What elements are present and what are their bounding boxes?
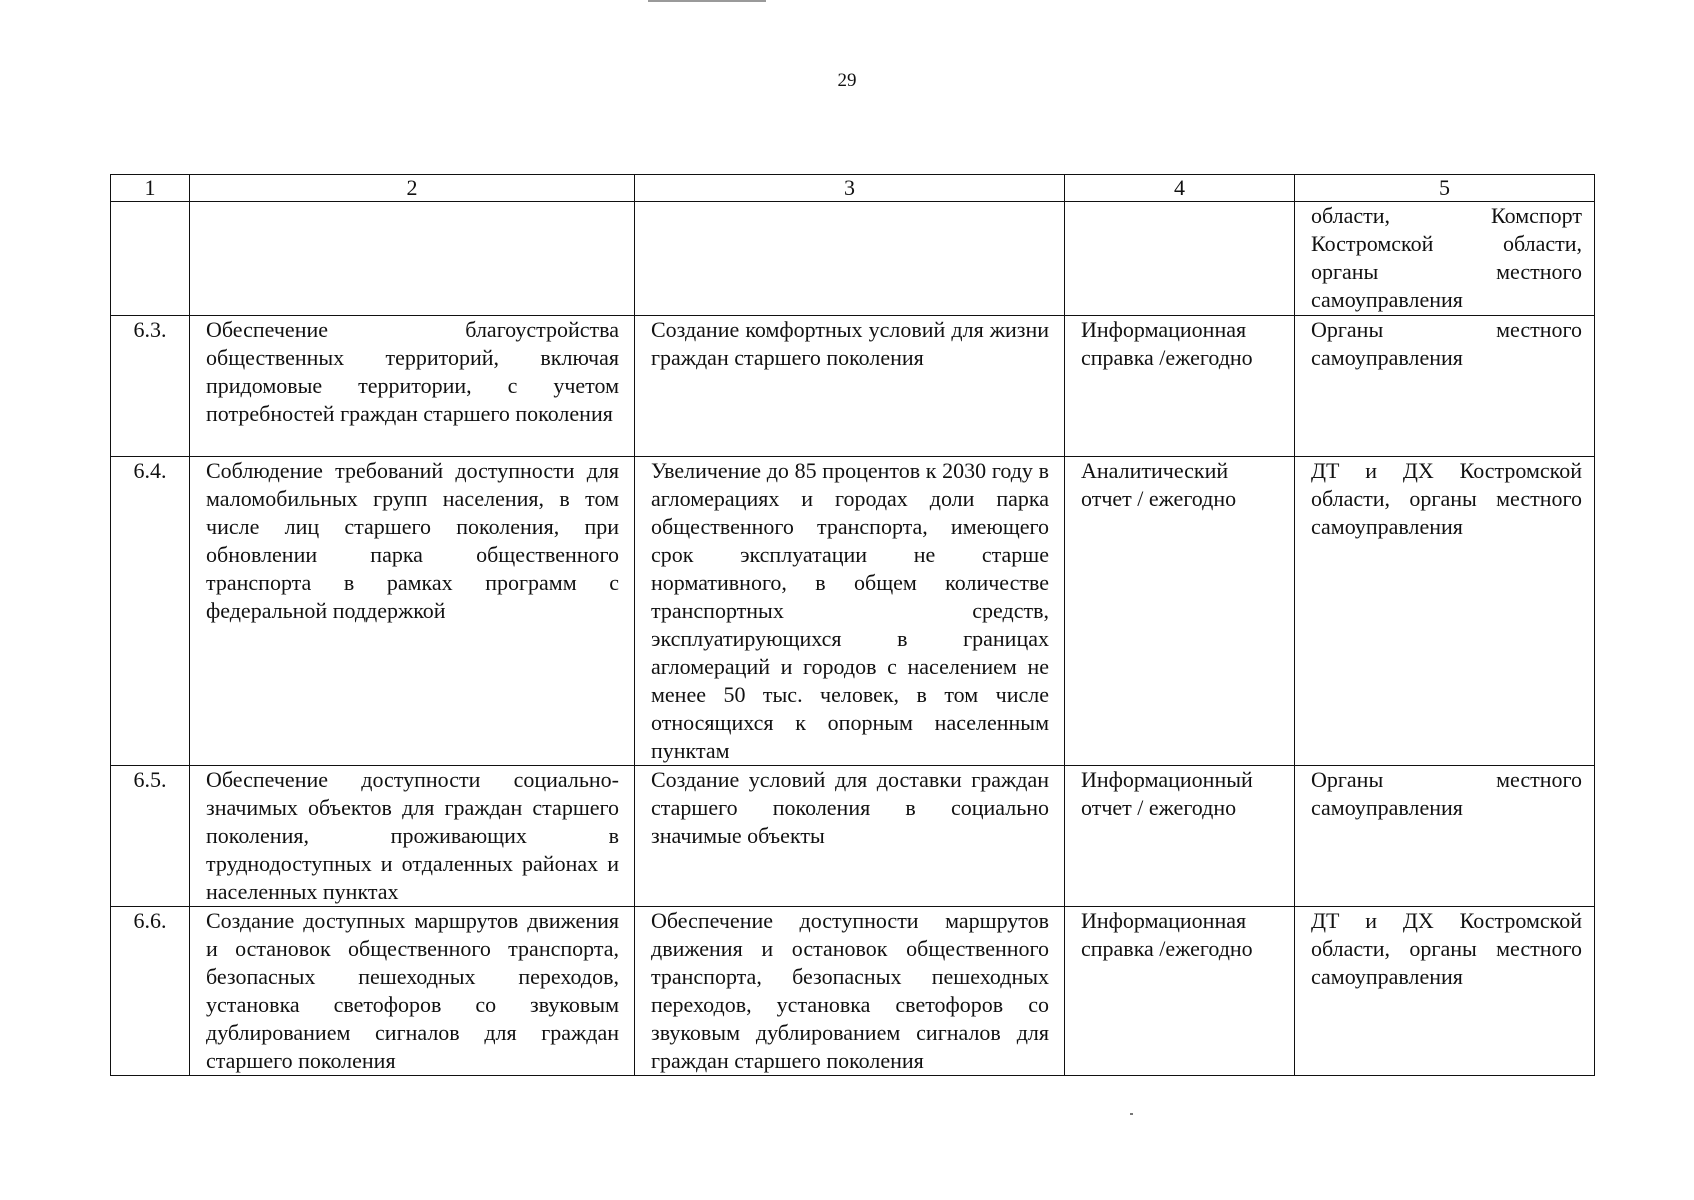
measure-cell <box>190 202 635 316</box>
result-cell: Создание условий для доставки граждан старшего поколения в социально значимые объекты <box>635 766 1065 907</box>
responsible-cell: Органы местного самоуправления <box>1295 316 1595 457</box>
measures-table <box>110 174 1595 1076</box>
result-cell <box>635 202 1065 316</box>
table-row-6-5 <box>111 766 1595 907</box>
row-number: 6.6. <box>111 907 190 1076</box>
report-cell: Информационная справка /ежегодно <box>1065 316 1295 457</box>
row-number: 6.5. <box>111 766 190 907</box>
result-cell: Обеспечение доступности маршрутов движения и остановок общественного транспорта, безопасных пешеходных переходов, установка светофоров со звуковым дублированием сигналов для граждан старшего поколения <box>635 907 1065 1076</box>
report-cell: Аналитический отчет / ежегодно <box>1065 457 1295 766</box>
report-cell <box>1065 202 1295 316</box>
row-number <box>111 202 190 316</box>
page-number: 29 <box>837 70 857 91</box>
column-number-2: 2 <box>190 175 635 202</box>
column-number-1: 1 <box>111 175 190 202</box>
top-scan-rule <box>648 0 766 2</box>
report-cell: Информационная справка /ежегодно <box>1065 907 1295 1076</box>
table-row-6-4 <box>111 457 1595 766</box>
column-number-4: 4 <box>1065 175 1295 202</box>
responsible-cell: ДТ и ДХ Костромской области, органы местного самоуправления <box>1295 457 1595 766</box>
measure-cell: Обеспечение благоустройства общественных территорий, включая придомовые территории, с учетом потребностей граждан старшего поколения <box>190 316 635 457</box>
measure-cell: Создание доступных маршрутов движения и остановок общественного транспорта, безопасных пешеходных переходов, установка светофоров со звуковым дублированием сигналов для граждан старшего поколения <box>190 907 635 1076</box>
table-row-6-3 <box>111 316 1595 457</box>
responsible-cell: ДТ и ДХ Костромской области, органы местного самоуправления <box>1295 907 1595 1076</box>
table-header-row <box>111 175 1595 202</box>
report-cell: Информационный отчет / ежегодно <box>1065 766 1295 907</box>
row-number: 6.3. <box>111 316 190 457</box>
responsible-cell: Органы местного самоуправления <box>1295 766 1595 907</box>
result-cell: Увеличение до 85 процентов к 2030 году в агломерациях и городах доли парка общественного транспорта, имеющего срок эксплуатации не старше нормативного, в общем количестве транспортных средств, эксплуатирующихся в границах агломераций и городов с населением не менее 50 тыс. человек, в том числе относящихся к опорным населенным пунктам <box>635 457 1065 766</box>
row-number: 6.4. <box>111 457 190 766</box>
column-number-3: 3 <box>635 175 1065 202</box>
table-row-continuation <box>111 202 1595 316</box>
measure-cell: Соблюдение требований доступности для маломобильных групп населения, в том числе лиц старшего поколения, при обновлении парка общественного транспорта в рамках программ с федеральной поддержкой <box>190 457 635 766</box>
measure-cell: Обеспечение доступности социально-значимых объектов для граждан старшего поколения, проживающих в труднодоступных и отдаленных районах и населенных пунктах <box>190 766 635 907</box>
scan-speck <box>1130 1113 1133 1115</box>
result-cell: Создание комфортных условий для жизни граждан старшего поколения <box>635 316 1065 457</box>
column-number-5: 5 <box>1295 175 1595 202</box>
table-row-6-6 <box>111 907 1595 1076</box>
responsible-cell: области, Комспорт Костромской области, органы местного самоуправления <box>1295 202 1595 316</box>
